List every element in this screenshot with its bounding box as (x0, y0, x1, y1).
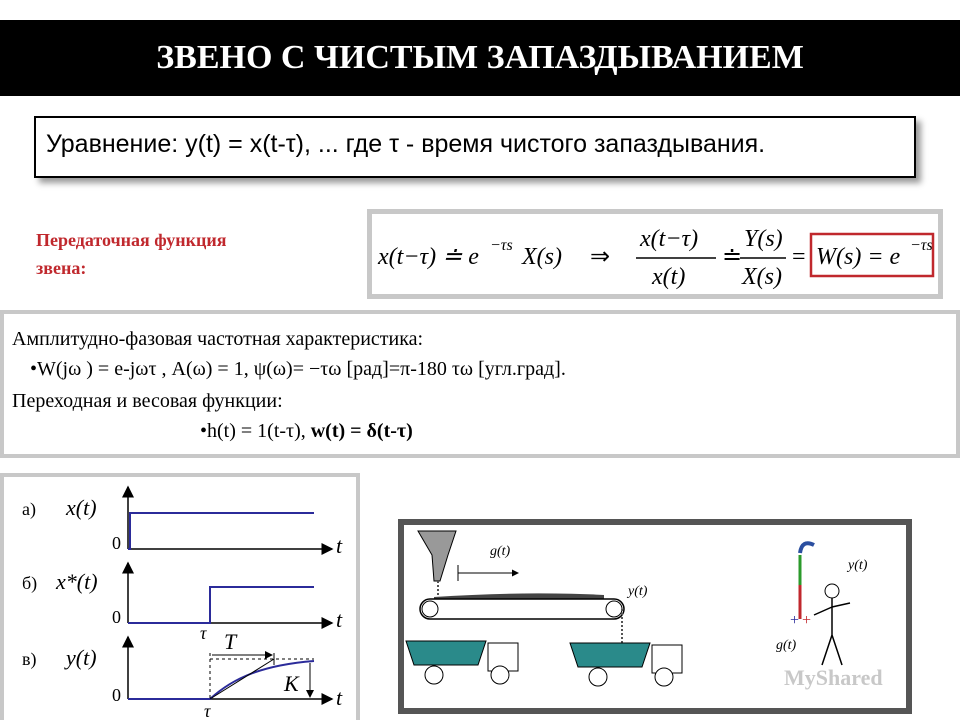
graph-c-t-axis: t (336, 685, 343, 710)
formula-exp1: −τs (490, 237, 513, 254)
truck1-wheel1-icon (425, 666, 443, 684)
graph-b-tau: τ (200, 623, 207, 643)
time-graphs (4, 477, 356, 720)
truck1-wheel2-icon (491, 666, 509, 684)
illustration-box (398, 519, 912, 714)
graph-b-t-axis: t (336, 607, 343, 632)
slide-title: ЗВЕНО С ЧИСТЫМ ЗАПАЗДЫВАНИЕМ (156, 39, 804, 76)
truck2-wheel1-icon (589, 668, 607, 686)
graph-c-label: в) (22, 649, 37, 669)
equation-text: Уравнение: y(t) = x(t-τ), ... где τ - время чистого запаздывания. (46, 130, 766, 158)
graph-b-zero: 0 (112, 607, 121, 627)
graph-a-step (128, 513, 314, 549)
frequency-response-box (0, 310, 960, 458)
truck1-bed-icon (406, 641, 486, 665)
y-label: y(t) (628, 584, 648, 599)
title-bar (0, 20, 960, 96)
formula-eq1: ≐ (722, 244, 743, 270)
hopper-icon (418, 531, 456, 581)
plus-red-icon: + (802, 612, 812, 629)
truck2-wheel2-icon (655, 668, 673, 686)
formula-exp2: −τs (910, 237, 933, 254)
y-label-2: y(t) (848, 558, 868, 573)
graph-a-t-axis: t (336, 533, 343, 558)
afc-heading: Амплитудно-фазовая частотная характеристика: (12, 328, 424, 350)
afc-bullet-2 (200, 420, 413, 443)
time-graphs-box (0, 473, 360, 720)
shower-head-icon (800, 543, 814, 553)
frac2-numerator: Y(s) (744, 226, 783, 252)
bullet2-bold: w(t) = δ(t-τ) (310, 420, 413, 442)
frac1-denominator: x(t) (652, 264, 686, 290)
frac1-numerator: x(t−τ) (640, 226, 699, 252)
transfer-formula (372, 214, 938, 294)
graph-c-zero: 0 (112, 685, 121, 705)
formula-lhs: x(t−τ) ≐ e (378, 244, 479, 270)
truck2-bed-icon (570, 643, 650, 667)
transfer-label-line2: звена: (36, 258, 87, 278)
equation-box (34, 116, 916, 178)
graph-b-label: б) (22, 573, 38, 593)
transfer-label-line1: Передаточная функция (36, 230, 227, 250)
transient-heading: Переходная и весовая функции: (12, 390, 283, 412)
conveyor-belt-icon (420, 599, 624, 619)
watermark-logo: MyShared (784, 665, 883, 690)
graph-a-label: а) (22, 499, 36, 519)
graph-a-zero: 0 (112, 533, 121, 553)
formula-xs: X(s) (522, 244, 562, 270)
graph-c-K: K (284, 671, 299, 696)
transfer-function-label (36, 226, 336, 282)
afc-bullet-1: •W(jω ) = e-jωτ , A(ω) = 1, ψ(ω)= −τω [рад]=π-180 τω [угл.град]. (30, 358, 566, 380)
graph-c-tau: τ (204, 701, 211, 720)
formula-boxed: W(s) = e (816, 244, 901, 270)
person-body-icon (814, 598, 850, 665)
g-label-2: g(t) (776, 638, 797, 653)
formula-arrow: ⇒ (590, 244, 611, 270)
transfer-formula-box (367, 209, 943, 299)
frac2-denominator: X(s) (742, 264, 782, 290)
pulley-right-icon (606, 601, 622, 617)
person-head-icon (825, 584, 839, 598)
graph-c-func: y(t) (66, 645, 97, 670)
graph-c-tangent (210, 659, 274, 699)
graph-b-func: x*(t) (56, 569, 98, 594)
bullet2-plain: •h(t) = 1(t-τ), (200, 420, 311, 442)
plus-blue-icon: + (790, 612, 800, 629)
g-label: g(t) (490, 544, 511, 559)
graph-c-T: T (224, 629, 237, 654)
graph-b-step (128, 587, 314, 623)
conveyor-illustration (404, 525, 906, 708)
pulley-left-icon (422, 601, 438, 617)
graph-a-func: x(t) (66, 495, 97, 520)
formula-eq2: = (792, 244, 806, 270)
